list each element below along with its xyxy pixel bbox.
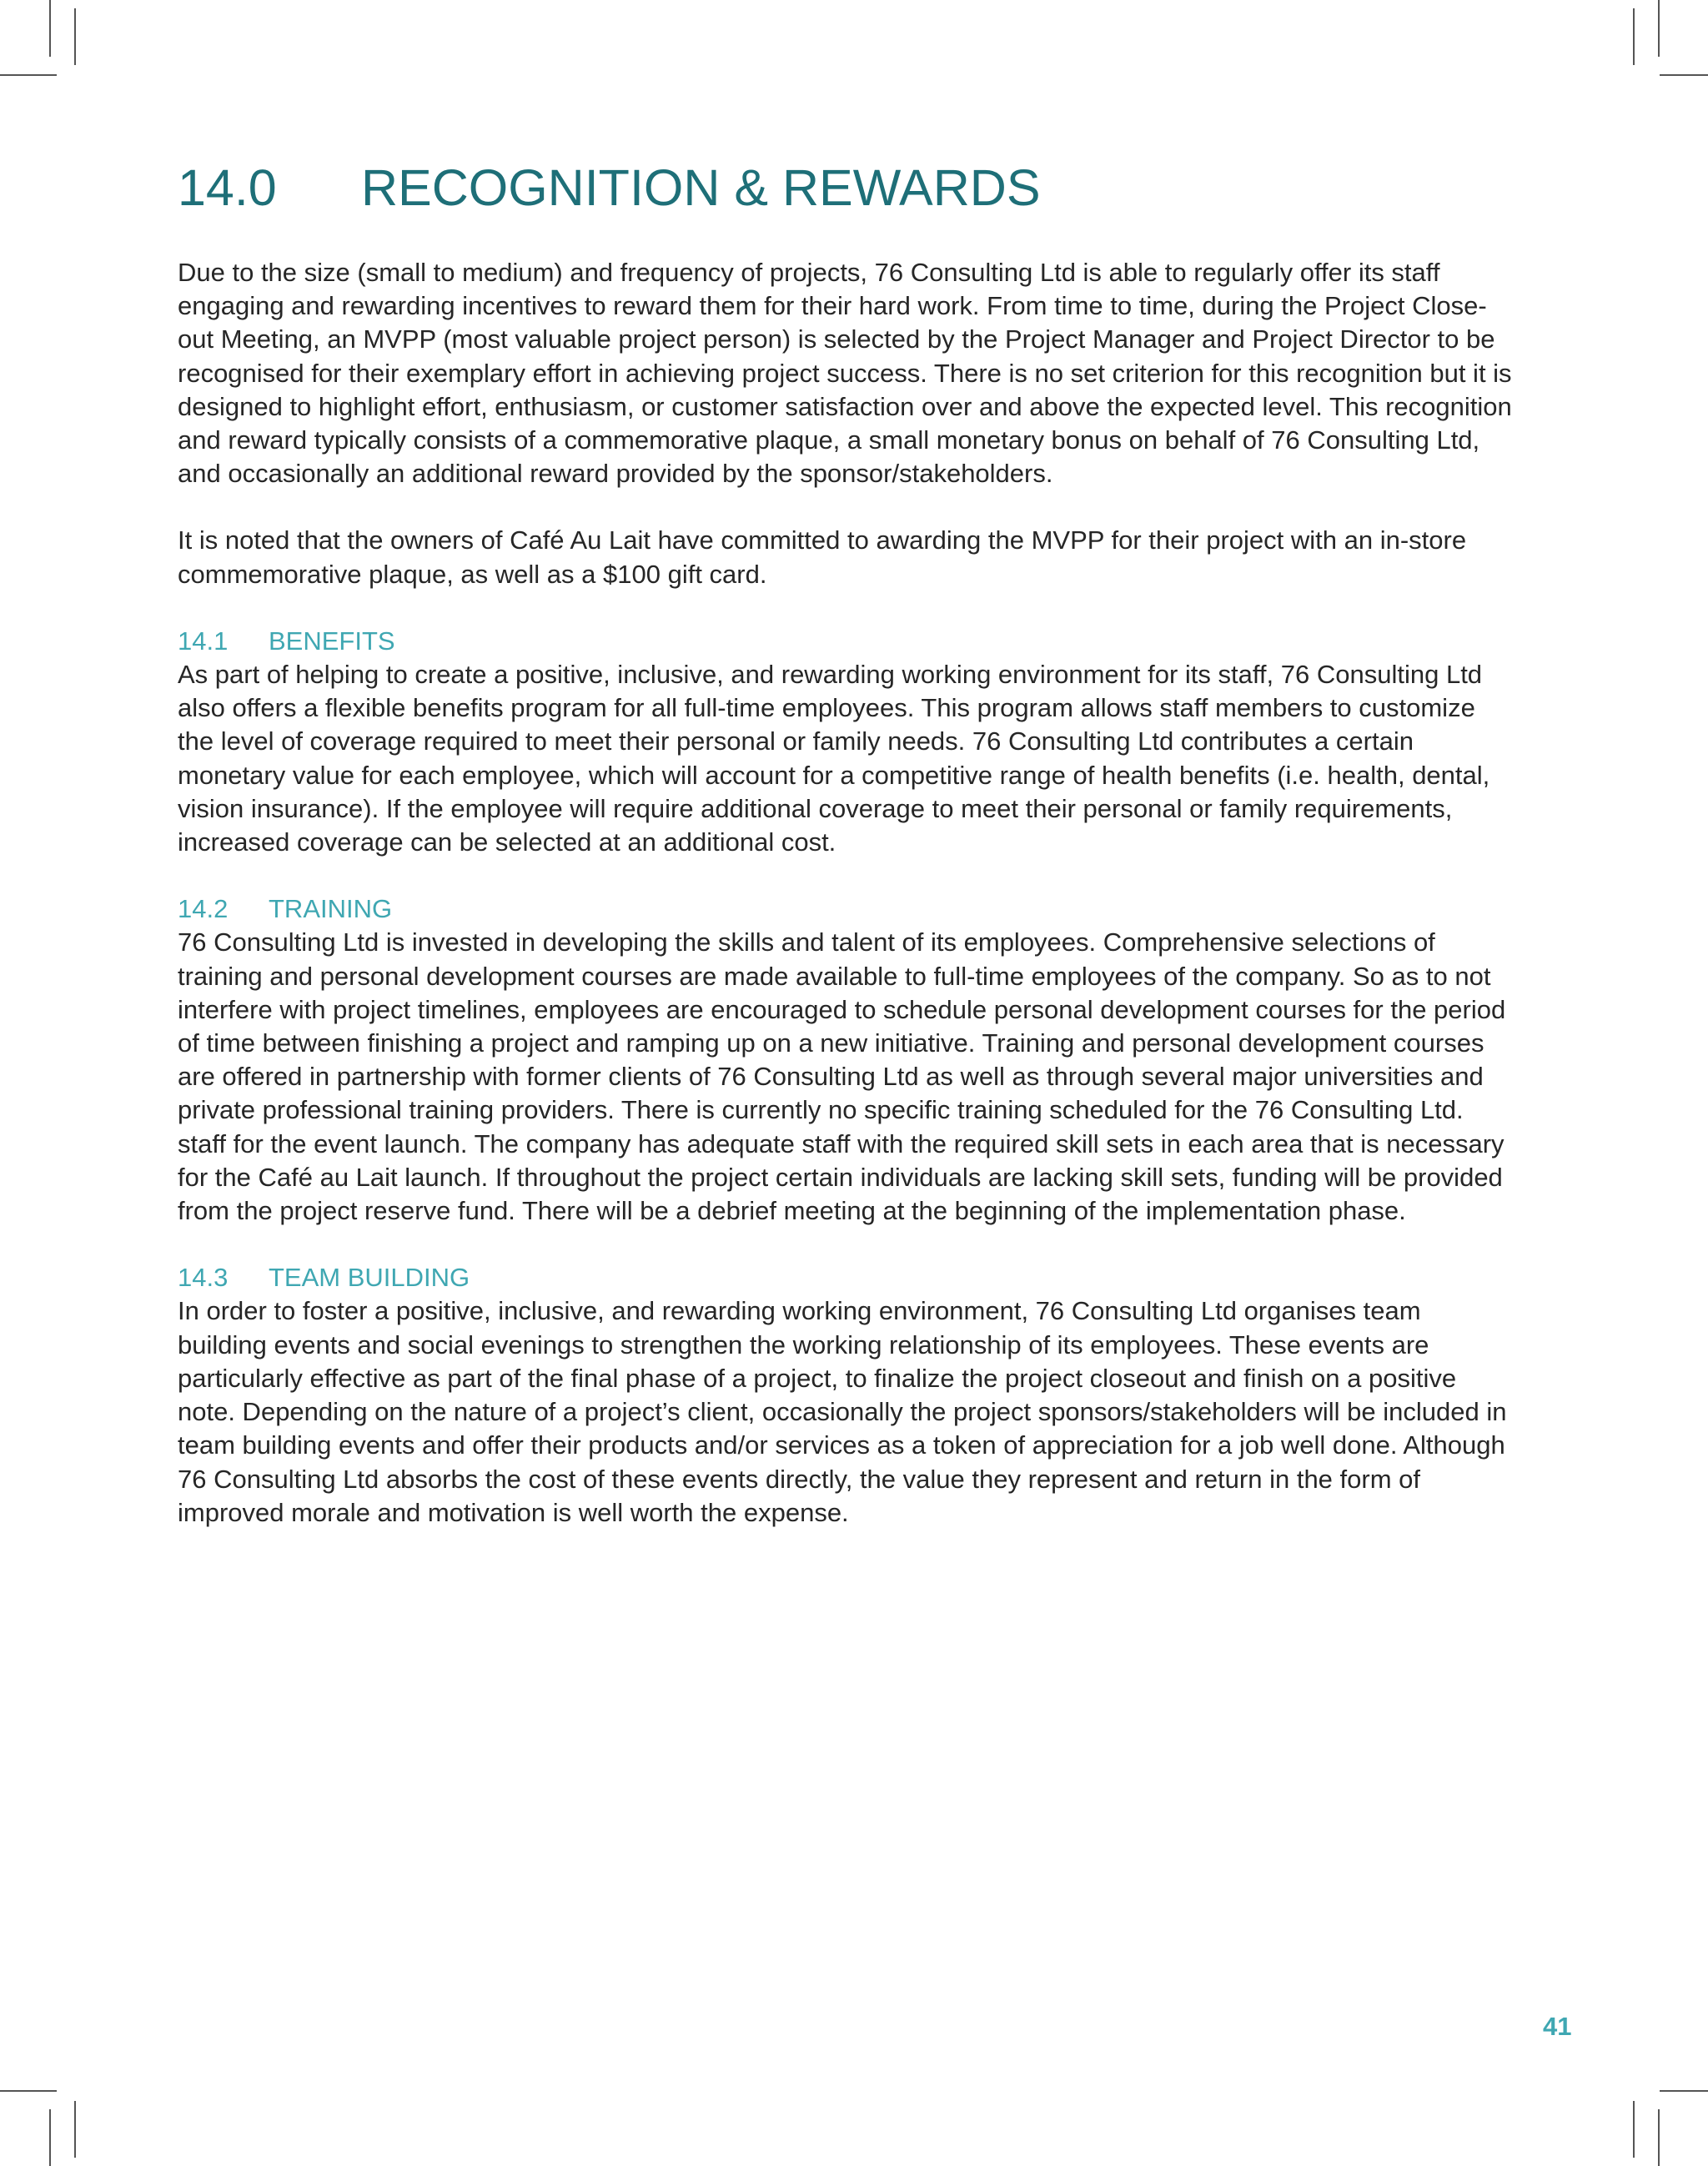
subsection-number: 14.2 xyxy=(178,894,229,924)
crop-mark xyxy=(1658,0,1660,57)
crop-mark xyxy=(74,2101,76,2158)
crop-mark xyxy=(1633,2101,1635,2158)
crop-mark xyxy=(74,8,76,65)
crop-mark xyxy=(49,0,51,57)
subsection-training xyxy=(178,892,1512,1228)
subsection-team-building xyxy=(178,1261,1512,1530)
subsection-benefits xyxy=(178,625,1512,859)
subsection-text: In order to foster a positive, inclusive, and rewarding working environment, 76 Consulting Ltd organises team building events and social evenings to strengthen the working relationship of its employees. These events are particularly effective as part of the final phase of a project, to finalize the project closeout and finish on a positive note. Depending on the nature of a project’s client, occasionally the project sponsors/stakeholders will be included in team building events and offer their products and/or services as a token of appreciation for a job well done. Although 76 Consulting Ltd absorbs the cost of these events directly, the value they represent and return in the form of improved morale and motivation is well worth the expense. xyxy=(178,1296,1507,1527)
page-content xyxy=(178,154,1512,1530)
crop-mark xyxy=(49,2109,51,2166)
page-title xyxy=(178,154,1512,221)
subsection-heading xyxy=(178,625,1512,658)
subsection-title: TEAM BUILDING xyxy=(269,1263,470,1293)
crop-mark xyxy=(0,2090,57,2092)
section-number: 14.0 xyxy=(178,159,277,216)
page-number: 41 xyxy=(1543,2012,1572,2041)
crop-mark xyxy=(1658,2109,1660,2166)
subsection-title: TRAINING xyxy=(269,894,393,924)
subsection-text: As part of helping to create a positive, inclusive, and rewarding working environment for its staff, 76 Consulting Ltd also offers a flexible benefits program for all full-time employees. This program allows staff members to customize the level of coverage required to meet their personal or family needs. 76 Consulting Ltd contributes a certain monetary value for each employee, which will account for a competitive range of health benefits (i.e. health, dental, vision insurance). If the employee will require additional coverage to meet their personal or family requirements, increased coverage can be selected at an additional cost. xyxy=(178,660,1490,857)
subsection-title: BENEFITS xyxy=(269,626,395,656)
intro-paragraph-2: It is noted that the owners of Café Au Lait have committed to awarding the MVPP for their project with an in-store commemorative plaque, as well as a $100 gift card. xyxy=(178,525,1467,589)
subsection-text: 76 Consulting Ltd is invested in developing the skills and talent of its employees. Comprehensive selections of training and personal development courses are made available to full-time employees of the company. So as to not interfere with project timelines, employees are encouraged to schedule personal development courses for the period of time between finishing a project and ramping up on a new initiative. Training and personal development courses are offered in partnership with former clients of 76 Consulting Ltd as well as through several major universities and private professional training providers. There is currently no specific training scheduled for the 76 Consulting Ltd. staff for the event launch. The company has adequate staff with the required skill sets in each area that is necessary for the Café au Lait launch. If throughout the project certain individuals are lacking skill sets, funding will be provided from the project reserve fund. There will be a debrief meeting at the beginning of the implementation phase. xyxy=(178,927,1506,1226)
crop-mark xyxy=(1660,2090,1708,2092)
crop-mark xyxy=(0,74,57,76)
subsection-heading xyxy=(178,1261,1512,1294)
crop-mark xyxy=(1633,8,1635,65)
subsection-number: 14.1 xyxy=(178,626,229,656)
intro-paragraph-1: Due to the size (small to medium) and frequency of projects, 76 Consulting Ltd is able to regularly offer its staff engaging and rewarding incentives to reward them for their hard work. From time to time, during the Project Close-out Meeting, an MVPP (most valuable project person) is selected by the Project Manager and Project Director to be recognised for their exemplary effort in achieving project success. There is no set criterion for this recognition but it is designed to highlight effort, enthusiasm, or customer satisfaction over and above the expected level. This recognition and reward typically consists of a commemorative plaque, a small monetary bonus on behalf of 76 Consulting Ltd, and occasionally an additional reward provided by the sponsor/stakeholders. xyxy=(178,258,1512,489)
section-title: RECOGNITION & REWARDS xyxy=(361,159,1041,216)
subsection-heading xyxy=(178,892,1512,926)
subsection-number: 14.3 xyxy=(178,1263,229,1293)
crop-mark xyxy=(1660,74,1708,76)
